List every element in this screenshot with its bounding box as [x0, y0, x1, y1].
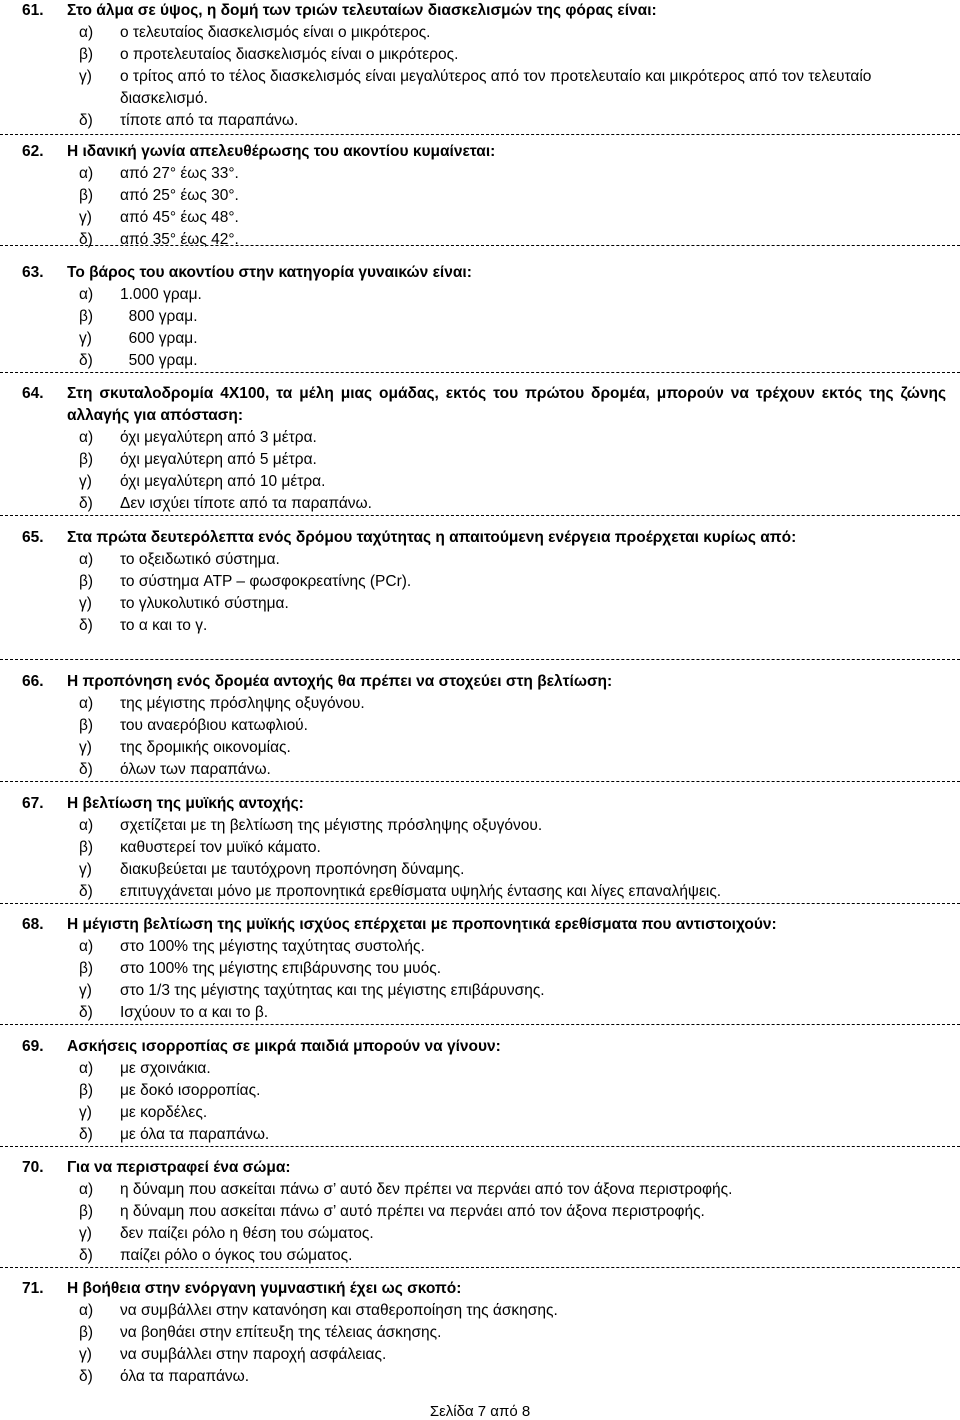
option-a — [0, 549, 960, 571]
option-label: γ) — [79, 473, 92, 490]
option-text: στο 100% της μέγιστης επιβάρυνσης του μυός. — [120, 960, 442, 977]
option-text: το σύστημα ATP – φωσφοκρεατίνης (PCr). — [120, 573, 412, 590]
option-label: β) — [79, 187, 94, 204]
option-a — [0, 22, 960, 44]
question-number: 66. — [22, 673, 44, 690]
question-text: Η ιδανική γωνία απελευθέρωσης του ακοντίου κυμαίνεται: — [67, 143, 496, 160]
option-label: γ) — [79, 861, 92, 878]
option-c — [0, 471, 960, 493]
option-label: α) — [79, 24, 94, 41]
option-text: το γλυκολυτικό σύστημα. — [120, 595, 289, 612]
option-b — [0, 837, 960, 859]
option-label: δ) — [79, 1368, 93, 1385]
question-number: 70. — [22, 1159, 44, 1176]
question-62 — [0, 141, 960, 246]
option-d — [0, 1366, 960, 1388]
question-68 — [0, 914, 960, 1025]
option-text: σχετίζεται με τη βελτίωση της μέγιστης πρόσληψης οξυγόνου. — [120, 817, 543, 834]
question-number: 67. — [22, 795, 44, 812]
question-64 — [0, 383, 960, 516]
option-text: του αναερόβιου κατωφλιού. — [120, 717, 308, 734]
question-text: Το βάρος του ακοντίου στην κατηγορία γυναικών είναι: — [67, 264, 472, 281]
option-label: δ) — [79, 352, 93, 369]
option-d — [0, 350, 960, 372]
option-c — [0, 859, 960, 881]
option-label: α) — [79, 1302, 94, 1319]
option-d — [0, 229, 960, 251]
option-text: δεν παίζει ρόλο η θέση του σώματος. — [120, 1225, 374, 1242]
option-b — [0, 185, 960, 207]
option-text: από 45° έως 48°. — [120, 209, 239, 226]
option-label: α) — [79, 286, 94, 303]
option-d — [0, 110, 960, 132]
option-text: από 35° έως 42°. — [120, 231, 239, 248]
option-c — [0, 66, 960, 110]
option-b — [0, 1080, 960, 1102]
option-text: με κορδέλες. — [120, 1104, 208, 1121]
option-d — [0, 1124, 960, 1146]
question-number: 64. — [22, 385, 44, 402]
option-a — [0, 815, 960, 837]
option-label: γ) — [79, 595, 92, 612]
option-text: ο τελευταίος διασκελισμός είναι ο μικρότερος. — [120, 24, 431, 41]
option-label: β) — [79, 46, 94, 63]
option-text: με όλα τα παραπάνω. — [120, 1126, 270, 1143]
option-c — [0, 980, 960, 1002]
option-text: να βοηθάει στην επίτευξη της τέλειας άσκησης. — [120, 1324, 442, 1341]
option-a — [0, 1058, 960, 1080]
question-61 — [0, 0, 960, 135]
option-text: όχι μεγαλύτερη από 3 μέτρα. — [120, 429, 317, 446]
option-a — [0, 163, 960, 185]
option-d — [0, 1002, 960, 1024]
option-d — [0, 1245, 960, 1267]
option-text: η δύναμη που ασκείται πάνω σ’ αυτό πρέπει να περνάει από τον άξονα περιστροφής. — [120, 1203, 705, 1220]
option-text: 800 γραμ. — [120, 308, 198, 325]
option-text: Ισχύουν το α και το β. — [120, 1004, 269, 1021]
question-text: Στα πρώτα δευτερόλεπτα ενός δρόμου ταχύτητας η απαιτούμενη ενέργεια προέρχεται κυρίως από: — [67, 529, 797, 546]
option-b — [0, 715, 960, 737]
option-text: όχι μεγαλύτερη από 5 μέτρα. — [120, 451, 317, 468]
question-69 — [0, 1036, 960, 1147]
option-label: γ) — [79, 982, 92, 999]
option-d — [0, 615, 960, 637]
option-text: παίζει ρόλο ο όγκος του σώματος. — [120, 1247, 353, 1264]
option-label: β) — [79, 839, 94, 856]
option-c — [0, 207, 960, 229]
option-label: β) — [79, 573, 94, 590]
page-number-footer: Σελίδα 7 από 8 — [429, 1403, 531, 1420]
option-label: δ) — [79, 617, 93, 634]
question-text: Η βελτίωση της μυϊκής αντοχής: — [67, 795, 304, 812]
question-text: Ασκήσεις ισορροπίας σε μικρά παιδιά μπορούν να γίνουν: — [67, 1038, 501, 1055]
question-71 — [0, 1278, 960, 1388]
option-a — [0, 693, 960, 715]
option-d — [0, 759, 960, 781]
option-c — [0, 593, 960, 615]
option-label: β) — [79, 717, 94, 734]
option-c — [0, 1344, 960, 1366]
option-label: α) — [79, 695, 94, 712]
question-number: 69. — [22, 1038, 44, 1055]
option-label: γ) — [79, 1346, 92, 1363]
option-b — [0, 306, 960, 328]
option-text: από 25° έως 30°. — [120, 187, 239, 204]
question-text: Η βοήθεια στην ενόργανη γυμναστική έχει ως σκοπό: — [67, 1280, 462, 1297]
option-c — [0, 737, 960, 759]
option-label: δ) — [79, 883, 93, 900]
option-a — [0, 284, 960, 306]
option-text: όλων των παραπάνω. — [120, 761, 271, 778]
option-label: γ) — [79, 739, 92, 756]
option-label: β) — [79, 1203, 94, 1220]
option-text: όχι μεγαλύτερη από 10 μέτρα. — [120, 473, 326, 490]
option-label: α) — [79, 817, 94, 834]
option-a — [0, 936, 960, 958]
option-label: α) — [79, 551, 94, 568]
question-number: 61. — [22, 2, 44, 19]
option-label: δ) — [79, 231, 93, 248]
option-a — [0, 1300, 960, 1322]
option-c — [0, 1102, 960, 1124]
option-d — [0, 881, 960, 903]
option-text: καθυστερεί τον μυϊκό κάματο. — [120, 839, 321, 856]
question-text: Για να περιστραφεί ένα σώμα: — [67, 1159, 291, 1176]
option-label: α) — [79, 1060, 94, 1077]
option-text: με δοκό ισορροπίας. — [120, 1082, 261, 1099]
option-label: α) — [79, 1181, 94, 1198]
option-label: δ) — [79, 495, 93, 512]
option-label: β) — [79, 308, 94, 325]
option-b — [0, 1322, 960, 1344]
option-text: να συμβάλλει στην κατανόηση και σταθεροποίηση της άσκησης. — [120, 1302, 558, 1319]
option-label: β) — [79, 1324, 94, 1341]
option-b — [0, 1201, 960, 1223]
option-c — [0, 1223, 960, 1245]
option-label: δ) — [79, 1126, 93, 1143]
option-text: της δρομικής οικονομίας. — [120, 739, 291, 756]
option-a — [0, 427, 960, 449]
option-label: δ) — [79, 1004, 93, 1021]
option-label: γ) — [79, 1225, 92, 1242]
option-text: το α και το γ. — [120, 617, 208, 634]
question-text: Η μέγιστη βελτίωση της μυϊκής ισχύος επέρχεται με προπονητικά ερεθίσματα που αντιστοιχούν: — [67, 916, 777, 933]
question-number: 68. — [22, 916, 44, 933]
question-number: 71. — [22, 1280, 44, 1297]
option-text: 1.000 γραμ. — [120, 286, 202, 303]
option-text: από 27° έως 33°. — [120, 165, 239, 182]
option-label: γ) — [79, 330, 92, 347]
option-text: ο προτελευταίος διασκελισμός είναι ο μικρότερος. — [120, 46, 459, 63]
question-67 — [0, 793, 960, 904]
question-number: 65. — [22, 529, 44, 546]
question-65 — [0, 527, 960, 660]
option-text: Δεν ισχύει τίποτε από τα παραπάνω. — [120, 495, 372, 512]
question-number: 62. — [22, 143, 44, 160]
option-b — [0, 958, 960, 980]
option-label: β) — [79, 1082, 94, 1099]
question-text: Η προπόνηση ενός δρομέα αντοχής θα πρέπει να στοχεύει στη βελτίωση: — [67, 673, 613, 690]
question-text: Στο άλμα σε ύψος, η δομή των τριών τελευταίων διασκελισμών της φόρας είναι: — [67, 2, 657, 19]
option-text: τίποτε από τα παραπάνω. — [120, 112, 299, 129]
option-c — [0, 328, 960, 350]
option-text: η δύναμη που ασκείται πάνω σ’ αυτό δεν πρέπει να περνάει από τον άξονα περιστροφής. — [120, 1181, 733, 1198]
question-number: 63. — [22, 264, 44, 281]
question-66 — [0, 671, 960, 782]
option-text: επιτυγχάνεται μόνο με προπονητικά ερεθίσματα υψηλής έντασης και λίγες επαναλήψεις. — [120, 883, 722, 900]
option-label: γ) — [79, 209, 92, 226]
option-text: με σχοινάκια. — [120, 1060, 211, 1077]
option-b — [0, 44, 960, 66]
option-text: διακυβεύεται με ταυτόχρονη προπόνηση δύναμης. — [120, 861, 465, 878]
option-text: όλα τα παραπάνω. — [120, 1368, 250, 1385]
option-label: β) — [79, 451, 94, 468]
option-text: 500 γραμ. — [120, 352, 198, 369]
question-63 — [0, 262, 960, 373]
option-label: β) — [79, 960, 94, 977]
option-label: δ) — [79, 112, 93, 129]
option-label: δ) — [79, 1247, 93, 1264]
option-text: ο τρίτος από το τέλος διασκελισμός είναι μεγαλύτερος από τον προτελευταίο και μικρότερος από τον τελευταίο διασκελισμό. — [120, 68, 872, 107]
option-text: στο 1/3 της μέγιστης ταχύτητας και της μέγιστης επιβάρυνσης. — [120, 982, 545, 999]
option-text: της μέγιστης πρόσληψης οξυγόνου. — [120, 695, 365, 712]
option-label: α) — [79, 938, 94, 955]
option-d — [0, 493, 960, 515]
option-label: γ) — [79, 1104, 92, 1121]
option-b — [0, 571, 960, 593]
option-text: το οξειδωτικό σύστημα. — [120, 551, 280, 568]
question-70 — [0, 1157, 960, 1268]
option-label: δ) — [79, 761, 93, 778]
option-b — [0, 449, 960, 471]
question-text: Στη σκυταλοδρομία 4Χ100, τα μέλη μιας ομάδας, εκτός του πρώτου δρομέα, μπορούν να τρέχουν εκτός της ζώνης αλλαγής για απόσταση: — [67, 385, 946, 424]
option-label: α) — [79, 429, 94, 446]
option-text: να συμβάλλει στην παροχή ασφάλειας. — [120, 1346, 387, 1363]
option-label: α) — [79, 165, 94, 182]
option-text: στο 100% της μέγιστης ταχύτητας συστολής. — [120, 938, 425, 955]
option-text: 600 γραμ. — [120, 330, 198, 347]
option-label: γ) — [79, 68, 92, 85]
option-a — [0, 1179, 960, 1201]
